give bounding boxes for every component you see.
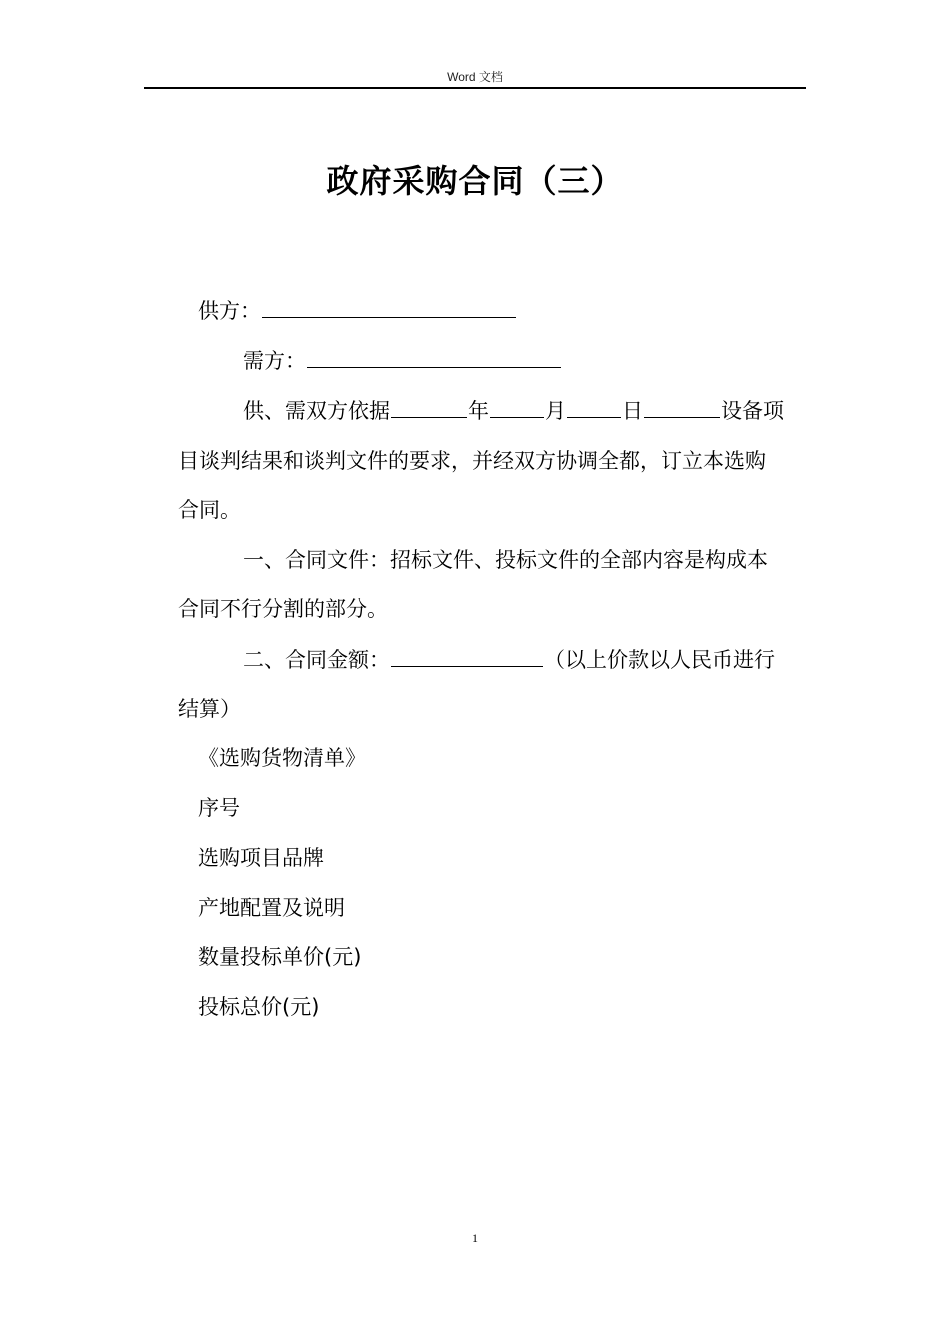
- year-label: 年: [468, 399, 489, 423]
- clause2-text-a: 二、合同金额：: [243, 648, 390, 672]
- clause2-line2: 结算）: [178, 697, 241, 721]
- column-item-brand: 选购项目品牌: [198, 846, 324, 870]
- supplier-blank: [262, 295, 516, 318]
- para1-line3: 合同。: [178, 498, 241, 522]
- document-title: 政府采购合同（三）: [326, 162, 624, 200]
- buyer-label: 需方：: [243, 349, 306, 373]
- page-number: 1: [472, 1231, 478, 1245]
- clause2-line1: [243, 644, 775, 674]
- column-origin-config: 产地配置及说明: [198, 896, 345, 920]
- buyer-line: [243, 345, 562, 375]
- project-blank: [644, 395, 720, 418]
- column-total-price: 投标总价(元): [198, 995, 320, 1019]
- column-serial: 序号: [198, 796, 240, 820]
- month-label: 月: [545, 399, 566, 423]
- date-blank-1: [391, 395, 467, 418]
- header-divider: [144, 87, 806, 89]
- para1-text-b: 设备项: [721, 399, 784, 423]
- supplier-line: [198, 295, 517, 325]
- para1-line1: [243, 395, 784, 425]
- supplier-label: 供方：: [198, 299, 261, 323]
- page-header: Word 文档: [447, 70, 503, 84]
- amount-blank: [391, 644, 543, 667]
- clause1-line2: 合同不行分割的部分。: [178, 597, 388, 621]
- buyer-blank: [307, 345, 561, 368]
- clause1-line1: 一、合同文件：招标文件、投标文件的全部内容是构成本: [243, 548, 768, 572]
- date-blank-month: [567, 395, 621, 418]
- para1-line2: 目谈判结果和谈判文件的要求，并经双方协调全都，订立本选购: [178, 449, 766, 473]
- day-label: 日: [622, 399, 643, 423]
- goods-list-title: 《选购货物清单》: [198, 746, 366, 770]
- date-blank-year: [490, 395, 544, 418]
- para1-text-a: 供、需双方依据: [243, 399, 390, 423]
- column-qty-unit-price: 数量投标单价(元): [198, 945, 362, 969]
- clause2-text-b: （以上价款以人民币进行: [544, 648, 775, 672]
